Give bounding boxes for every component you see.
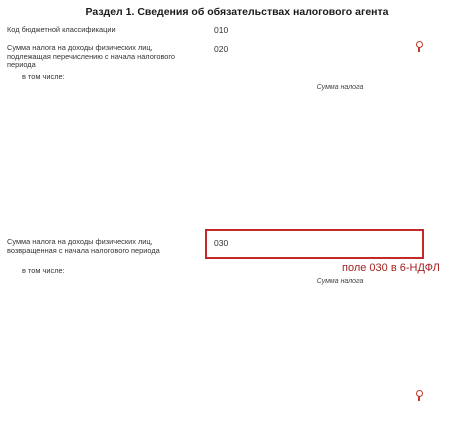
- line-030-sub: в том числе:: [22, 266, 65, 275]
- pin-marker-icon-035: [416, 390, 423, 397]
- kbk-label: Код бюджетной классификации: [7, 25, 116, 34]
- line-030-code: 030: [214, 238, 229, 248]
- line-020-code: 020: [214, 44, 229, 54]
- line-030-label: Сумма налога на доходы физических лиц, возвращенная с начала налогового периода: [7, 237, 160, 255]
- pin-marker-icon: [416, 41, 423, 48]
- line-020-sub: в том числе:: [22, 72, 65, 81]
- highlight-note: поле 030 в 6-НДФЛ: [342, 262, 440, 274]
- column-header-top: Сумма налога: [316, 84, 364, 91]
- highlight-frame: [205, 229, 424, 259]
- kbk-code: 010: [214, 25, 229, 35]
- column-header-bottom: Сумма налога: [316, 278, 364, 285]
- line-020-label: Сумма налога на доходы физических лиц, подлежащая перечислению с начала налогового периода: [7, 43, 176, 70]
- section-title: Раздел 1. Сведения об обязательствах налогового агента: [85, 6, 389, 18]
